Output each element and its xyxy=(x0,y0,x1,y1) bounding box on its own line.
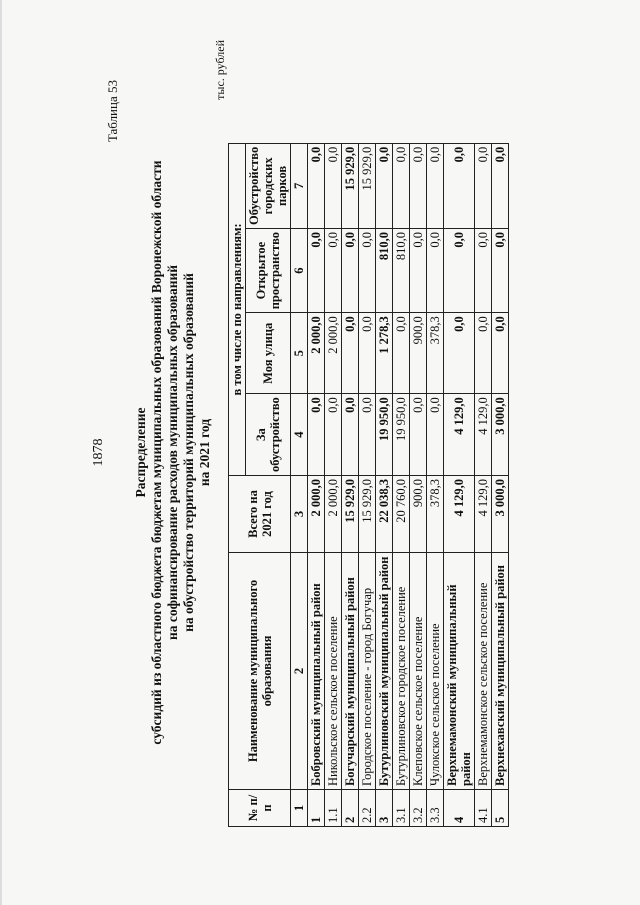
colnum-3: 3 xyxy=(291,476,308,553)
cell-name: Богучарский муниципальный район xyxy=(342,553,359,790)
cell-col7: 0,0 xyxy=(410,143,427,228)
table-row xyxy=(444,143,475,826)
cell-col6: 0,0 xyxy=(444,229,475,313)
cell-col6: 810,0 xyxy=(376,229,393,313)
cell-no: 1.1 xyxy=(325,790,342,827)
cell-col5: 2 000,0 xyxy=(325,313,342,394)
cell-total: 4 129,0 xyxy=(444,476,475,553)
cell-total: 900,0 xyxy=(410,476,427,553)
cell-col7: 15 929,0 xyxy=(342,143,359,228)
cell-name: Никольское сельское поселение xyxy=(325,553,342,790)
cell-total: 378,3 xyxy=(427,476,444,553)
cell-no: 3.1 xyxy=(393,790,410,827)
cell-name: Верхнемамонский муниципальный район xyxy=(444,553,475,790)
cell-col6: 0,0 xyxy=(492,229,509,313)
header-no: № п/п xyxy=(229,790,291,827)
cell-col6: 810,0 xyxy=(393,229,410,313)
cell-total: 22 038,3 xyxy=(376,476,393,553)
cell-col6: 0,0 xyxy=(475,229,492,313)
title-line-2: субсидий из областного бюджета бюджетам муниципальных образований Воронежской области xyxy=(149,160,164,745)
table-label: Таблица 53 xyxy=(105,80,120,143)
cell-col4: 0,0 xyxy=(308,394,325,476)
cell-col4: 0,0 xyxy=(410,394,427,476)
cell-col4: 3 000,0 xyxy=(492,394,509,476)
cell-no: 5 xyxy=(492,790,509,827)
colnum-1: 1 xyxy=(291,790,308,827)
table-row xyxy=(475,143,492,826)
cell-col7: 0,0 xyxy=(427,143,444,228)
cell-name: Чулокское сельское поселение xyxy=(427,553,444,790)
cell-no: 4.1 xyxy=(475,790,492,827)
cell-col4: 0,0 xyxy=(325,394,342,476)
cell-col6: 0,0 xyxy=(342,229,359,313)
cell-name: Верхнехавский муниципальный район xyxy=(492,553,509,790)
cell-no: 2.2 xyxy=(359,790,376,827)
cell-col4: 0,0 xyxy=(359,394,376,476)
cell-no: 2 xyxy=(342,790,359,827)
cell-col7: 0,0 xyxy=(444,143,475,228)
cell-col5: 1 278,3 xyxy=(376,313,393,394)
cell-col4: 0,0 xyxy=(342,394,359,476)
cell-col5: 0,0 xyxy=(359,313,376,394)
table-row xyxy=(492,143,509,826)
rotated-page xyxy=(85,0,640,905)
cell-no: 1 xyxy=(308,790,325,827)
cell-name: Бобровский муниципальный район xyxy=(308,553,325,790)
colnum-7: 7 xyxy=(291,143,308,228)
cell-total: 20 760,0 xyxy=(393,476,410,553)
cell-total: 2 000,0 xyxy=(325,476,342,553)
cell-col4: 0,0 xyxy=(427,394,444,476)
header-name: Наименование муниципального образования xyxy=(229,553,291,790)
cell-col4: 19 950,0 xyxy=(393,394,410,476)
header-col4: За обустройство xyxy=(246,394,291,476)
table-row xyxy=(325,143,342,826)
cell-name: Клеповское сельское поселение xyxy=(410,553,427,790)
cell-total: 3 000,0 xyxy=(492,476,509,553)
scan-edge xyxy=(0,0,2,905)
cell-col6: 0,0 xyxy=(410,229,427,313)
cell-name: Верхнемамонское сельское поселение xyxy=(475,553,492,790)
cell-total: 4 129,0 xyxy=(475,476,492,553)
cell-col7: 0,0 xyxy=(492,143,509,228)
colnum-2: 2 xyxy=(291,553,308,790)
header-group: в том числе по направлениям: xyxy=(229,143,246,475)
cell-col7: 0,0 xyxy=(376,143,393,228)
cell-col4: 4 129,0 xyxy=(444,394,475,476)
colnum-6: 6 xyxy=(291,229,308,313)
cell-col7: 15 929,0 xyxy=(359,143,376,228)
cell-col6: 0,0 xyxy=(359,229,376,313)
header-col6: Открытое пространство xyxy=(246,229,291,313)
table-row xyxy=(308,143,325,826)
colnum-5: 5 xyxy=(291,313,308,394)
cell-col5: 900,0 xyxy=(410,313,427,394)
cell-name: Городское поселение - город Богучар xyxy=(359,553,376,790)
cell-col6: 0,0 xyxy=(308,229,325,313)
cell-total: 15 929,0 xyxy=(359,476,376,553)
cell-col4: 4 129,0 xyxy=(475,394,492,476)
document-title xyxy=(133,0,213,905)
cell-col5: 0,0 xyxy=(342,313,359,394)
cell-col5: 378,3 xyxy=(427,313,444,394)
cell-total: 2 000,0 xyxy=(308,476,325,553)
title-line-4: на обустройство территорий муниципальных образований xyxy=(181,273,196,632)
cell-no: 3.2 xyxy=(410,790,427,827)
cell-col5: 0,0 xyxy=(475,313,492,394)
title-line-5: на 2021 год xyxy=(197,418,212,487)
subsidy-table xyxy=(228,143,509,827)
cell-total: 15 929,0 xyxy=(342,476,359,553)
cell-no: 3 xyxy=(376,790,393,827)
table-row xyxy=(359,143,376,826)
title-line-1: Распределение xyxy=(133,407,148,498)
cell-col6: 0,0 xyxy=(325,229,342,313)
cell-col5: 0,0 xyxy=(393,313,410,394)
cell-no: 4 xyxy=(444,790,475,827)
cell-col5: 2 000,0 xyxy=(308,313,325,394)
table-body xyxy=(308,143,509,826)
table-row xyxy=(342,143,359,826)
cell-col6: 0,0 xyxy=(427,229,444,313)
cell-col5: 0,0 xyxy=(444,313,475,394)
cell-name: Бутурлиновский муниципальный район xyxy=(376,553,393,790)
header-col7: Обустройство городских парков xyxy=(246,143,291,228)
cell-no: 3.3 xyxy=(427,790,444,827)
table-row xyxy=(427,143,444,826)
table-row xyxy=(393,143,410,826)
page-number: 1878 xyxy=(91,438,106,467)
table-row xyxy=(376,143,393,826)
colnum-4: 4 xyxy=(291,394,308,476)
cell-name: Бутурлиновское городское поселение xyxy=(393,553,410,790)
cell-col7: 0,0 xyxy=(475,143,492,228)
cell-col7: 0,0 xyxy=(393,143,410,228)
cell-col7: 0,0 xyxy=(308,143,325,228)
units-label: тыс. рублей xyxy=(213,40,227,100)
header-total: Всего на 2021 год xyxy=(229,476,291,553)
cell-col7: 0,0 xyxy=(325,143,342,228)
cell-col4: 19 950,0 xyxy=(376,394,393,476)
cell-col5: 0,0 xyxy=(492,313,509,394)
title-line-3: на софинансирование расходов муниципальных образований xyxy=(165,264,180,641)
header-col5: Моя улица xyxy=(246,313,291,394)
table-row xyxy=(410,143,427,826)
